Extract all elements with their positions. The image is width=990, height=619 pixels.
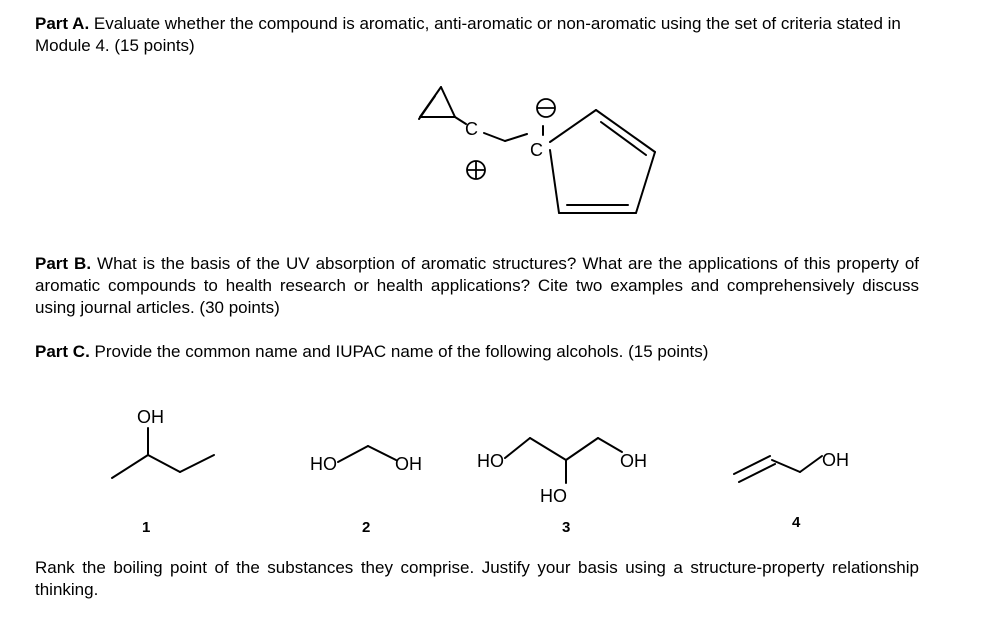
cation-carbon-label: C bbox=[465, 119, 478, 139]
alcohol-1-structure bbox=[112, 407, 214, 478]
alcohol-2-number: 2 bbox=[362, 519, 371, 536]
anion-carbon-label: C bbox=[530, 140, 543, 160]
alcohol-3-number: 3 bbox=[562, 519, 571, 536]
alcohol-3-ho-bottom-label: HO bbox=[540, 486, 567, 506]
alcohol-3-oh-right-label: OH bbox=[620, 451, 647, 471]
alcohol-4-oh-label: OH bbox=[822, 450, 849, 470]
alcohol-3-ho-left-label: HO bbox=[477, 451, 504, 471]
alcohol-2-oh-label: OH bbox=[395, 454, 422, 474]
alcohol-1-oh-label: OH bbox=[137, 407, 164, 427]
part-a-text: Evaluate whether the compound is aromatic, anti-aromatic or non-aromatic using the set of criteria stated in Module 4. (15 points) bbox=[35, 14, 901, 55]
part-c-text: Provide the common name and IUPAC name of the following alcohols. (15 points) bbox=[89, 342, 709, 361]
alcohol-3-structure bbox=[477, 438, 647, 506]
part-a-label: Part A. bbox=[35, 14, 90, 33]
alcohol-4-structure bbox=[734, 450, 849, 482]
alcohol-2-structure bbox=[310, 446, 422, 474]
alcohol-4-number: 4 bbox=[792, 514, 801, 531]
alcohol-1-number: 1 bbox=[142, 519, 151, 536]
boiling-point-question: Rank the boiling point of the substances they comprise. Justify your basis using a structure-property relationship thinking. bbox=[35, 558, 919, 599]
part-c-label: Part C. bbox=[35, 342, 90, 361]
part-b-label: Part B. bbox=[35, 254, 92, 273]
alcohol-2-ho-label: HO bbox=[310, 454, 337, 474]
part-b-text: What is the basis of the UV absorption of aromatic structures? What are the applications of this property of aromatic compounds to health research or health applications? Cite two examples and comprehensively discuss using journal articles. (30 points) bbox=[35, 254, 919, 317]
